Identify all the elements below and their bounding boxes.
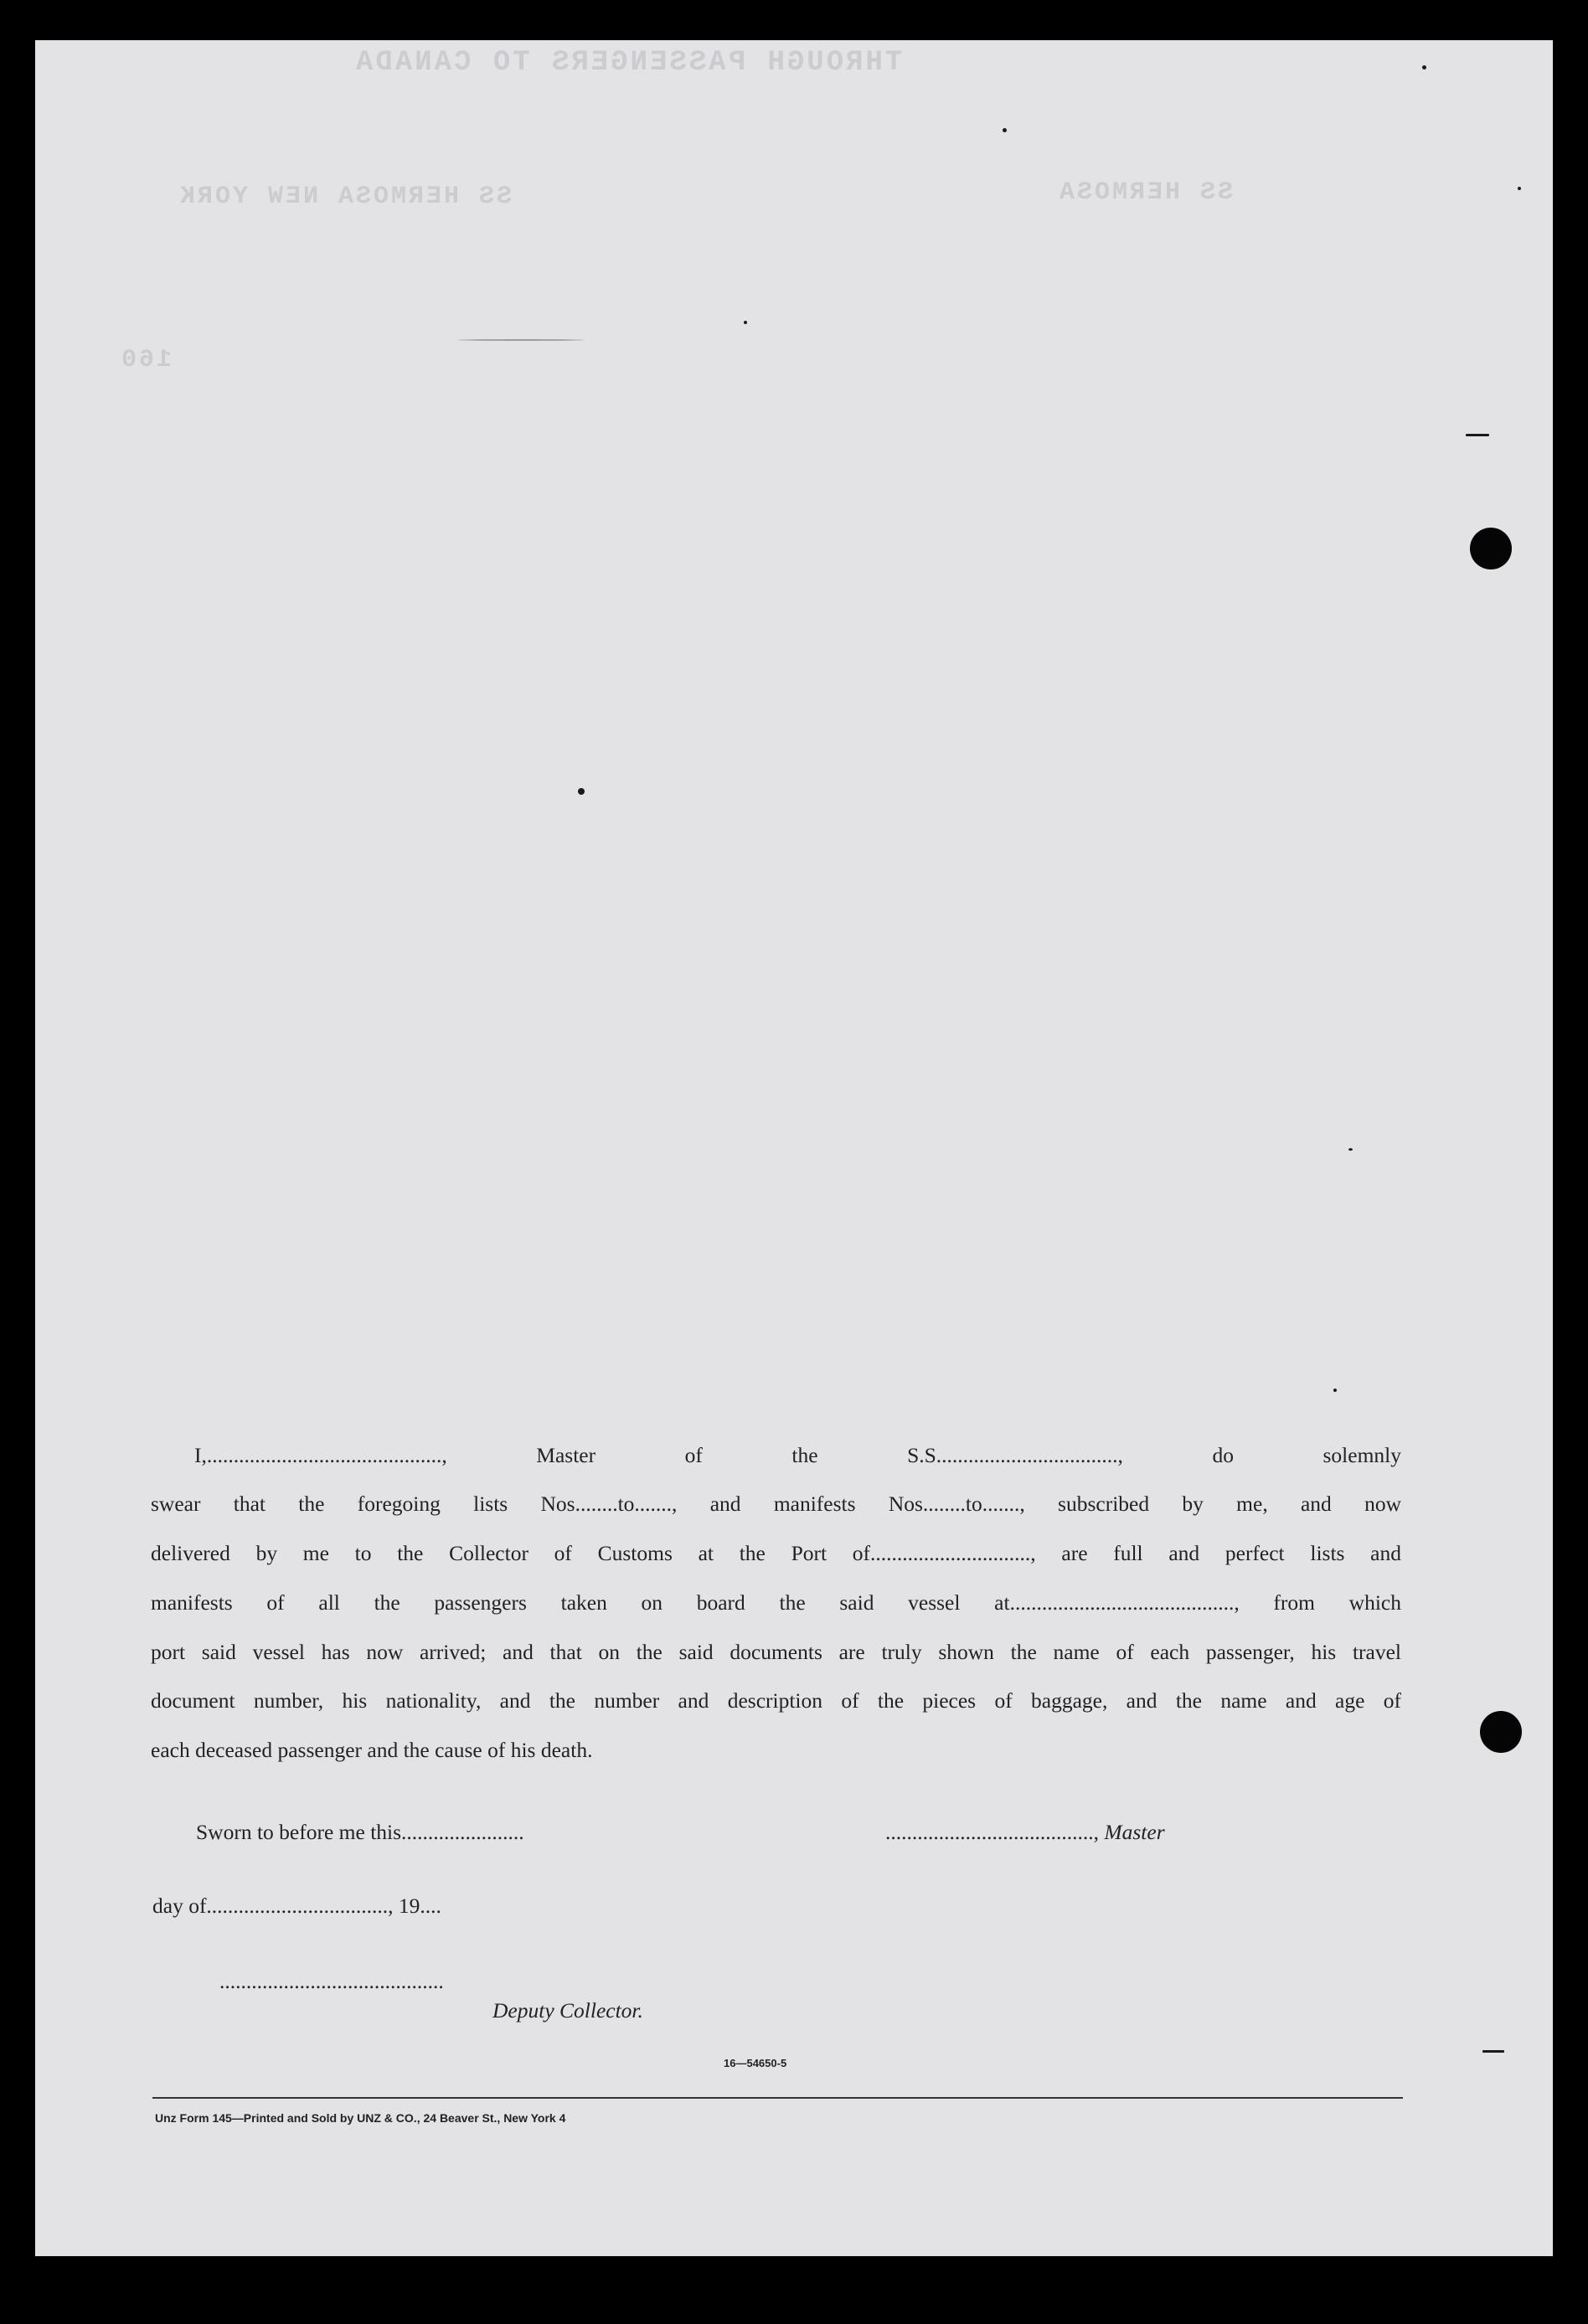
dust-speck (744, 321, 747, 324)
master-signature-line (885, 1820, 1165, 1845)
oath-line: manifests of all the passengers taken on board the said vessel at.........................................., from which (151, 1590, 1401, 1615)
dust-speck (1422, 65, 1426, 70)
master-label: Master (1104, 1820, 1165, 1844)
oath-line: document number, his nationality, and the number and description of the pieces of baggage, and the name and age of (151, 1688, 1401, 1713)
day-of-line: day of.................................., 19.... (152, 1894, 441, 1918)
deputy-signature-dots: .......................................... (219, 1969, 444, 1993)
dust-speck (458, 339, 584, 341)
deputy-collector-label: Deputy Collector. (492, 1998, 643, 2023)
dust-speck (1003, 128, 1007, 132)
dust-speck (1518, 187, 1521, 190)
oath-line: I,............................................, Master of the S.S.................................., do solemnly (194, 1443, 1401, 1467)
oath-line: swear that the foregoing lists Nos........to......., and manifests Nos........to......., subscribed by me, and now (151, 1492, 1401, 1516)
master-signature-dots: ......................................., (885, 1820, 1105, 1844)
dust-speck (578, 788, 585, 795)
punch-hole (1480, 1711, 1522, 1753)
dust-speck (1348, 1148, 1353, 1151)
punch-hole (1470, 528, 1512, 569)
bleed-through-text: THROUGH PASSENGERS TO CANADA (353, 47, 903, 79)
bleed-through-text: 160 (119, 346, 173, 374)
dust-speck (1333, 1389, 1337, 1392)
document-page (35, 40, 1553, 2256)
sworn-before-line: Sworn to before me this....................... (196, 1820, 524, 1844)
bleed-through-text: SS HERMOSA NEW YORK (178, 183, 513, 211)
footer-divider (152, 2097, 1403, 2099)
dust-speck (1482, 2050, 1504, 2053)
bleed-through-text: SS HERMOSA (1057, 178, 1234, 207)
oath-line: delivered by me to the Collector of Customs at the Port of.............................., are full and perfect lists and (151, 1541, 1401, 1565)
form-code: 16—54650-5 (724, 2057, 787, 2069)
oath-line: each deceased passenger and the cause of his death. (151, 1738, 593, 1762)
dust-speck (1466, 434, 1489, 436)
oath-line: port said vessel has now arrived; and that on the said documents are truly shown the name of each passenger, his travel (151, 1640, 1401, 1664)
printer-credit: Unz Form 145—Printed and Sold by UNZ & CO., 24 Beaver St., New York 4 (155, 2111, 566, 2125)
